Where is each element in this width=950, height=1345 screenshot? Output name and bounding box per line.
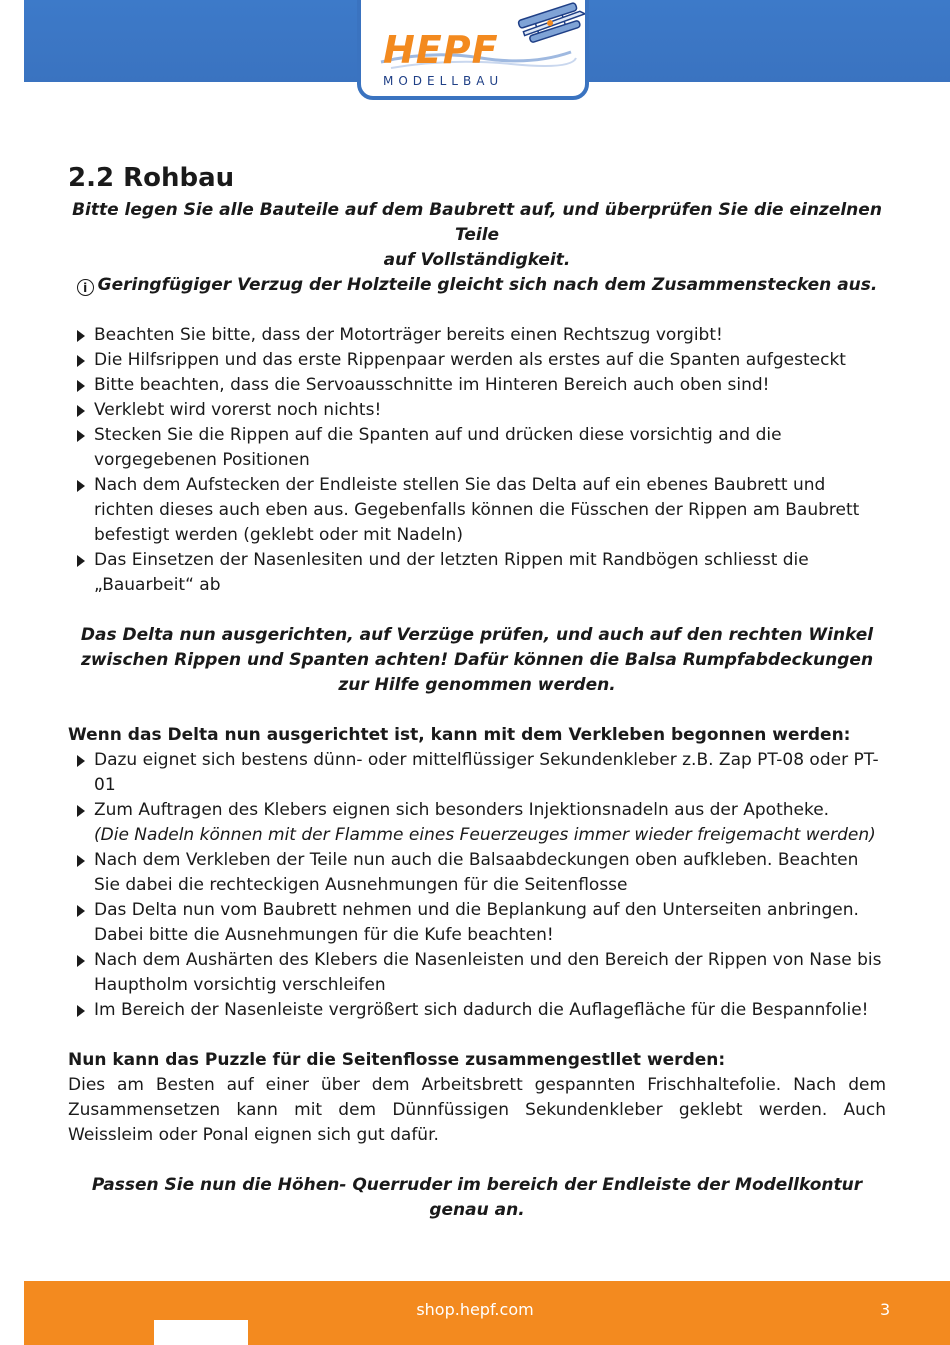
alignment-note: Das Delta nun ausgerichten, auf Verzüge prüfen, und auch auf den rechten Winkel zwischen Rippen und Spanten achten! Dafür können die Balsa Rumpfabdeckungen zur Hilfe genommen werden. [80,625,874,695]
triangle-bullet-icon [77,855,85,867]
triangle-bullet-icon [77,905,85,917]
list-item-text: Zum Auftragen des Klebers eignen sich besonders Injektionsnadeln aus der Apotheke. [94,800,830,820]
intro-line-1: Bitte legen Sie alle Bauteile auf dem Baubrett auf, und überprüfen Sie die einzelnen Teile [72,200,882,245]
list-item-text: Nach dem Verkleben der Teile nun auch die Balsaabdeckungen oben aufkleben. Beachten Sie dabei die rechteckigen Ausnehmungen für die Seitenflosse [94,850,859,895]
footer-white-block [154,1320,248,1345]
triangle-bullet-icon [77,555,85,567]
triangle-bullet-icon [77,405,85,417]
list-item [68,998,886,1023]
triangle-bullet-icon [77,330,85,342]
info-note-text: Geringfügiger Verzug der Holzteile gleicht sich nach dem Zusammenstecken aus. [97,275,878,295]
list-item-text: Im Bereich der Nasenleiste vergrößert sich dadurch die Auflagefläche für die Bespannfolie! [94,1000,869,1020]
assembly-steps-list [68,323,886,598]
list-item-text: Das Delta nun vom Baubrett nehmen und die Beplankung auf den Unterseiten anbringen. Dabei bitte die Ausnehmungen für die Kufe beachten! [94,900,859,945]
triangle-bullet-icon [77,480,85,492]
page-content [68,158,886,1223]
list-item-text: Die Hilfsrippen und das erste Rippenpaar werden als erstes auf die Spanten aufgesteckt [94,350,846,370]
triangle-bullet-icon [77,1005,85,1017]
list-item [68,948,886,998]
list-item-text: Das Einsetzen der Nasenlesiten und der letzten Rippen mit Randbögen schliesst die „Bauarbeit“ ab [94,550,809,595]
list-item [68,373,886,398]
list-item-note: (Die Nadeln können mit der Flamme eines Feuerzeuges immer wieder freigemacht werden) [94,825,876,845]
info-icon: i [77,279,94,296]
fin-heading: Nun kann das Puzzle für die Seitenflosse zusammengestllet werden: [68,1050,726,1070]
list-item-text: Verklebt wird vorerst noch nichts! [94,400,382,420]
page-number: 3 [880,1300,891,1319]
list-item [68,548,886,598]
brand-wordmark: HEPF [383,28,499,72]
gluing-steps-list [68,748,886,1023]
list-item-text: Nach dem Aushärten des Klebers die Nasenleisten und den Bereich der Rippen von Nase bis Hauptholm vorsichtig verschleifen [94,950,882,995]
list-item [68,748,886,798]
list-item-text: Nach dem Aufstecken der Endleiste stellen Sie das Delta auf ein ebenes Baubrett und richten dieses auch eben aus. Gegebenfalls können die Füsschen der Rippen am Baubrett befestigt werden (geklebt oder mit Nadeln) [94,475,860,545]
list-item [68,348,886,373]
footer-shop-link[interactable]: shop.hepf.com [416,1300,534,1319]
list-item-text: Stecken Sie die Rippen auf die Spanten auf und drücken diese vorsichtig and die vorgegebenen Positionen [94,425,782,470]
triangle-bullet-icon [77,430,85,442]
list-item [68,398,886,423]
triangle-bullet-icon [77,805,85,817]
closing-note: Passen Sie nun die Höhen- Querruder im bereich der Endleiste der Modellkontur genau an. [91,1175,863,1220]
intro-line-2: auf Vollständigkeit. [383,250,571,270]
list-item-text: Bitte beachten, dass die Servoausschnitte im Hinteren Bereich auch oben sind! [94,375,770,395]
triangle-bullet-icon [77,380,85,392]
list-item [68,848,886,898]
triangle-bullet-icon [77,755,85,767]
list-item [68,798,886,848]
brand-logo[interactable] [357,0,589,100]
fin-paragraph: Dies am Besten auf einer über dem Arbeitsbrett gespannten Frischhaltefolie. Nach dem Zusammensetzen kann mit dem Dünnfüssigen Sekundenkleber geklebt werden. Auch Weissleim oder Ponal eignen sich gut dafür. [68,1075,886,1145]
list-item [68,898,886,948]
list-item-text: Beachten Sie bitte, dass der Motorträger bereits einen Rechtszug vorgibt! [94,325,723,345]
info-note [68,273,886,298]
list-item [68,473,886,548]
list-item [68,423,886,473]
triangle-bullet-icon [77,955,85,967]
list-item-text: Dazu eignet sich bestens dünn- oder mittelflüssiger Sekundenkleber z.B. Zap PT-08 oder PT-01 [94,750,879,795]
list-item [68,323,886,348]
brand-subtitle: MODELLBAU [383,74,504,88]
triangle-bullet-icon [77,355,85,367]
gluing-heading: Wenn das Delta nun ausgerichtet ist, kann mit dem Verkleben begonnen werden: [68,725,851,745]
section-title: 2.2 Rohbau [68,163,235,193]
